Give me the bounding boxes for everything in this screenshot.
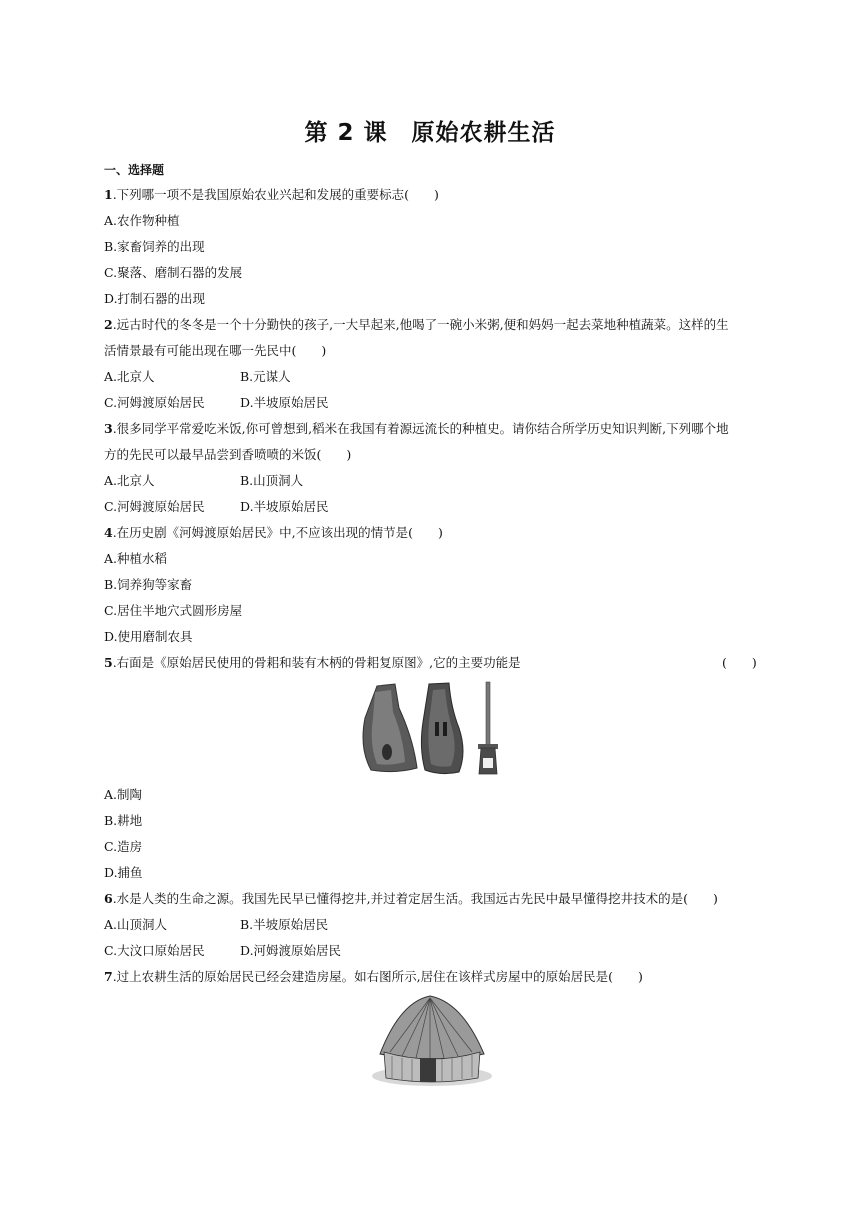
q4-option-b: B.饲养狗等家畜 xyxy=(104,577,193,592)
question-number: 3 xyxy=(104,421,113,436)
q6-option-a: A.山顶洞人 xyxy=(104,917,168,932)
q5-option-d: D.捕鱼 xyxy=(104,865,143,880)
q5-option-c: C.造房 xyxy=(104,839,143,854)
question-text: .在历史剧《河姆渡原始居民》中,不应该出现的情节是( ) xyxy=(112,525,443,540)
question-number: 6 xyxy=(104,891,113,906)
q6-option-c: C.大汶口原始居民 xyxy=(104,943,205,958)
q1-option-d: D.打制石器的出现 xyxy=(104,291,206,306)
question-text: .水是人类的生命之源。我国先民早已懂得挖井,并过着定居生活。我国远古先民中最早懂得挖井技术的是( ) xyxy=(112,891,718,906)
question-number: 4 xyxy=(104,525,113,540)
question-5 xyxy=(104,655,521,671)
question-2-cont: 活情景最有可能出现在哪一先民中( ) xyxy=(104,343,327,358)
q4-option-a: A.种植水稻 xyxy=(104,551,168,566)
q6-option-b: B.半坡原始居民 xyxy=(240,917,329,932)
q1-option-a: A.农作物种植 xyxy=(104,213,180,228)
q4-option-c: C.居住半地穴式圆形房屋 xyxy=(104,603,243,618)
question-number: 2 xyxy=(104,317,113,332)
question-7 xyxy=(104,969,643,985)
page-title: 第 2 课 原始农耕生活 xyxy=(304,120,556,146)
question-text: .很多同学平常爱吃米饭,你可曾想到,稻米在我国有着源远流长的种植史。请你结合所学历史知识判断,下列哪个地 xyxy=(112,421,729,436)
q3-option-c: C.河姆渡原始居民 xyxy=(104,499,205,514)
answer-paren: ( ) xyxy=(722,655,757,670)
q4-option-d: D.使用磨制农具 xyxy=(104,629,193,644)
q3-option-b: B.山顶洞人 xyxy=(240,473,304,488)
question-6 xyxy=(104,891,718,907)
q5-option-b: B.耕地 xyxy=(104,813,143,828)
q3-option-d: D.半坡原始居民 xyxy=(240,499,329,514)
question-1 xyxy=(104,187,439,203)
question-2 xyxy=(104,317,729,333)
q6-option-d: D.河姆渡原始居民 xyxy=(240,943,342,958)
q2-option-a: A.北京人 xyxy=(104,369,155,384)
q5-option-a: A.制陶 xyxy=(104,787,143,802)
bone-spade-figure xyxy=(355,678,505,778)
question-text: .过上农耕生活的原始居民已经会建造房屋。如右图所示,居住在该样式房屋中的原始居民是( ) xyxy=(112,969,643,984)
section-heading: 一、选择题 xyxy=(104,163,165,177)
question-number: 7 xyxy=(104,969,113,984)
question-number: 5 xyxy=(104,655,113,670)
q1-option-b: B.家畜饲养的出现 xyxy=(104,239,205,254)
q2-option-d: D.半坡原始居民 xyxy=(240,395,329,410)
question-number: 1 xyxy=(104,187,113,202)
question-text: .远古时代的冬冬是一个十分勤快的孩子,一大早起来,他喝了一碗小米粥,便和妈妈一起去菜地种植蔬菜。这样的生 xyxy=(112,317,729,332)
q1-option-c: C.聚落、磨制石器的发展 xyxy=(104,265,243,280)
q2-options-row-1 xyxy=(104,369,155,385)
q2-option-b: B.元谋人 xyxy=(240,369,291,384)
q3-option-a: A.北京人 xyxy=(104,473,155,488)
thatched-hut-figure xyxy=(370,992,495,1090)
question-text: .右面是《原始居民使用的骨耜和装有木柄的骨耜复原图》,它的主要功能是 xyxy=(112,655,521,670)
question-4 xyxy=(104,525,443,541)
q2-option-c: C.河姆渡原始居民 xyxy=(104,395,205,410)
question-text: .下列哪一项不是我国原始农业兴起和发展的重要标志( ) xyxy=(112,187,439,202)
question-3 xyxy=(104,421,729,437)
question-3-cont: 方的先民可以最早品尝到香喷喷的米饭( ) xyxy=(104,447,352,462)
